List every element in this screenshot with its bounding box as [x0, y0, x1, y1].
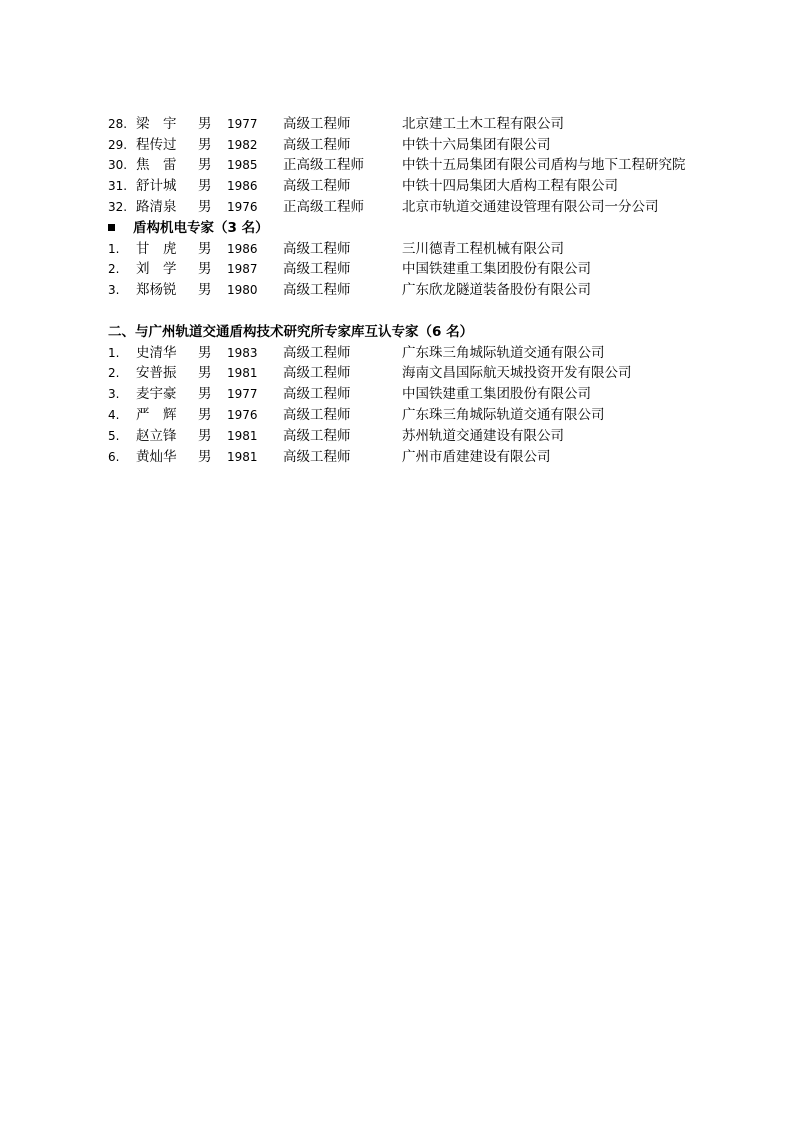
item-number: 1. — [108, 242, 120, 256]
expert-birth-year: 1982 — [227, 138, 258, 152]
expert-birth-year: 1976 — [227, 200, 258, 214]
expert-birth-year: 1981 — [227, 366, 258, 380]
expert-sex: 男 — [198, 199, 212, 215]
expert-sex: 男 — [198, 178, 212, 194]
expert-title: 高级工程师 — [283, 449, 351, 465]
expert-organization: 海南文昌国际航天城投资开发有限公司 — [402, 365, 632, 381]
list-item — [0, 259, 793, 280]
expert-sex: 男 — [198, 282, 212, 298]
list-item — [0, 239, 793, 260]
expert-title: 高级工程师 — [283, 365, 351, 381]
expert-birth-year: 1985 — [227, 158, 258, 172]
expert-organization: 苏州轨道交通建设有限公司 — [402, 428, 564, 444]
expert-name: 舒计城 — [136, 178, 177, 194]
list-item — [0, 426, 793, 447]
expert-organization: 广东珠三角城际轨道交通有限公司 — [402, 407, 605, 423]
expert-name: 梁 宇 — [136, 116, 177, 132]
expert-sex: 男 — [198, 116, 212, 132]
item-number: 31. — [108, 179, 128, 193]
expert-name: 程传过 — [136, 137, 177, 153]
item-number: 5. — [108, 429, 120, 443]
expert-title: 高级工程师 — [283, 178, 351, 194]
item-number: 6. — [108, 450, 120, 464]
list-item — [0, 363, 793, 384]
expert-name: 严 辉 — [136, 407, 177, 423]
expert-name: 安普振 — [136, 365, 177, 381]
expert-birth-year: 1976 — [227, 408, 258, 422]
item-number: 29. — [108, 138, 128, 152]
section-heading-text: 二、与广州轨道交通盾构技术研究所专家库互认专家（6 名） — [108, 324, 474, 340]
item-number: 3. — [108, 387, 120, 401]
list-item — [0, 280, 793, 301]
list-item — [0, 343, 793, 364]
expert-sex: 男 — [198, 345, 212, 361]
item-number: 3. — [108, 283, 120, 297]
expert-title: 高级工程师 — [283, 386, 351, 402]
section-heading-text: 盾构机电专家（3 名） — [133, 220, 269, 236]
expert-title: 高级工程师 — [283, 116, 351, 132]
expert-organization: 广东欣龙隧道装备股份有限公司 — [402, 282, 591, 298]
list-item — [0, 135, 793, 156]
expert-title: 高级工程师 — [283, 407, 351, 423]
expert-organization: 北京建工土木工程有限公司 — [402, 116, 564, 132]
expert-organization: 广州市盾建建设有限公司 — [402, 449, 551, 465]
expert-organization: 中铁十四局集团大盾构工程有限公司 — [402, 178, 618, 194]
expert-sex: 男 — [198, 428, 212, 444]
expert-title: 高级工程师 — [283, 345, 351, 361]
item-number: 32. — [108, 200, 128, 214]
expert-birth-year: 1986 — [227, 242, 258, 256]
item-number: 4. — [108, 408, 120, 422]
expert-title: 高级工程师 — [283, 261, 351, 277]
expert-birth-year: 1981 — [227, 429, 258, 443]
expert-sex: 男 — [198, 449, 212, 465]
expert-name: 郑杨锐 — [136, 282, 177, 298]
expert-organization: 广东珠三角城际轨道交通有限公司 — [402, 345, 605, 361]
list-item — [0, 155, 793, 176]
list-item — [0, 384, 793, 405]
item-number: 2. — [108, 366, 120, 380]
expert-title: 正高级工程师 — [283, 157, 364, 173]
expert-title: 正高级工程师 — [283, 199, 364, 215]
expert-birth-year: 1981 — [227, 450, 258, 464]
expert-birth-year: 1983 — [227, 346, 258, 360]
expert-birth-year: 1980 — [227, 283, 258, 297]
expert-sex: 男 — [198, 365, 212, 381]
expert-name: 史清华 — [136, 345, 177, 361]
expert-organization: 中铁十六局集团有限公司 — [402, 137, 551, 153]
expert-sex: 男 — [198, 386, 212, 402]
expert-title: 高级工程师 — [283, 241, 351, 257]
expert-name: 黄灿华 — [136, 449, 177, 465]
expert-birth-year: 1977 — [227, 387, 258, 401]
section-heading — [108, 218, 269, 239]
expert-name: 甘 虎 — [136, 241, 177, 257]
item-number: 30. — [108, 158, 128, 172]
list-item — [0, 447, 793, 468]
expert-sex: 男 — [198, 137, 212, 153]
expert-title: 高级工程师 — [283, 137, 351, 153]
expert-title: 高级工程师 — [283, 428, 351, 444]
expert-name: 焦 雷 — [136, 157, 177, 173]
expert-sex: 男 — [198, 261, 212, 277]
expert-birth-year: 1977 — [227, 117, 258, 131]
expert-title: 高级工程师 — [283, 282, 351, 298]
list-item — [0, 176, 793, 197]
expert-sex: 男 — [198, 407, 212, 423]
expert-birth-year: 1987 — [227, 262, 258, 276]
expert-organization: 中国铁建重工集团股份有限公司 — [402, 261, 591, 277]
expert-name: 路清泉 — [136, 199, 177, 215]
expert-organization: 中国铁建重工集团股份有限公司 — [402, 386, 591, 402]
item-number: 2. — [108, 262, 120, 276]
expert-name: 赵立锋 — [136, 428, 177, 444]
expert-name: 麦宇豪 — [136, 386, 177, 402]
expert-organization: 三川德青工程机械有限公司 — [402, 241, 564, 257]
expert-organization: 中铁十五局集团有限公司盾构与地下工程研究院 — [402, 157, 686, 173]
expert-organization: 北京市轨道交通建设管理有限公司一分公司 — [402, 199, 659, 215]
expert-sex: 男 — [198, 241, 212, 257]
list-item — [0, 405, 793, 426]
expert-name: 刘 学 — [136, 261, 177, 277]
expert-birth-year: 1986 — [227, 179, 258, 193]
list-item — [0, 197, 793, 218]
item-number: 28. — [108, 117, 128, 131]
square-bullet-icon — [108, 224, 115, 231]
item-number: 1. — [108, 346, 120, 360]
section-heading — [108, 322, 473, 343]
list-item — [0, 114, 793, 135]
expert-sex: 男 — [198, 157, 212, 173]
